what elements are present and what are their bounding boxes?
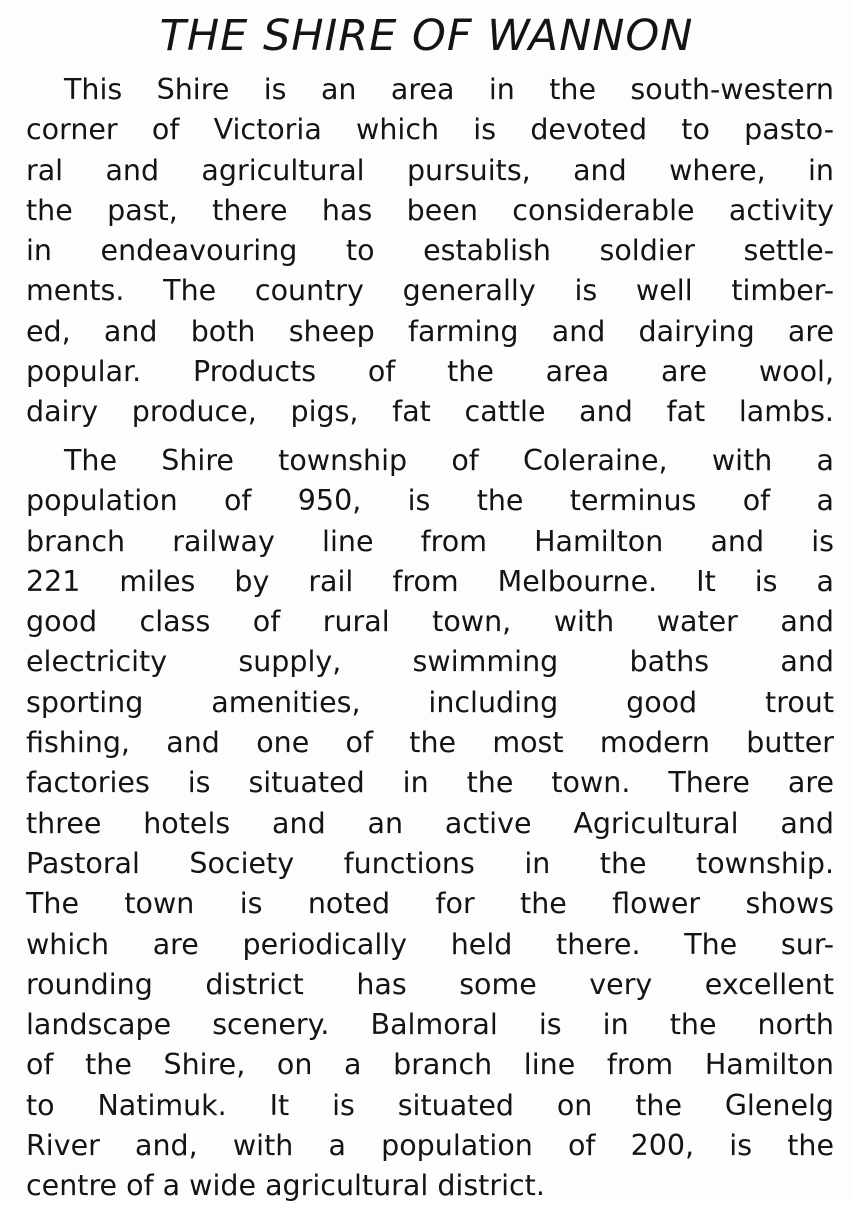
text-line: electricity supply, swimming baths and: [26, 645, 834, 679]
text-line: three hotels and an active Agricultural and: [26, 806, 834, 840]
text-line: centre of a wide agricultural district.: [26, 1169, 545, 1203]
text-line: the past, there has been considerable activity: [26, 193, 834, 227]
text-line: fishing, and one of the most modern butter: [26, 726, 834, 760]
text-line: popular. Products of the area are wool,: [26, 355, 834, 389]
text-line: ments. The country generally is well timber-: [26, 274, 834, 308]
text-line: The town is noted for the flower shows: [26, 887, 834, 921]
text-line: branch railway line from Hamilton and is: [26, 524, 834, 558]
text-line: in endeavouring to establish soldier settle-: [26, 234, 834, 268]
text-line: factories is situated in the town. There are: [26, 766, 834, 800]
paragraph-2: [26, 441, 834, 1207]
text-line: which are periodically held there. The sur-: [26, 927, 834, 961]
text-line: dairy produce, pigs, fat cattle and fat lambs.: [26, 395, 834, 429]
text-line: The Shire township of Coleraine, with a: [64, 444, 834, 477]
text-line: This Shire is an area in the south-western: [64, 73, 834, 106]
text-line: of the Shire, on a branch line from Hamilton: [26, 1048, 834, 1082]
text-line: to Natimuk. It is situated on the Glenelg: [26, 1088, 834, 1122]
paragraph-1: [26, 70, 834, 433]
text-line: ed, and both sheep farming and dairying are: [26, 314, 834, 348]
text-line: good class of rural town, with water and: [26, 605, 834, 639]
article-title: THE SHIRE OF WANNON: [159, 11, 694, 61]
text-line: sporting amenities, including good trout: [26, 685, 834, 719]
text-line: population of 950, is the terminus of a: [26, 484, 834, 518]
text-line: Pastoral Society functions in the township.: [26, 846, 834, 880]
text-line: corner of Victoria which is devoted to pasto-: [26, 113, 834, 147]
text-line: River and, with a population of 200, is the: [26, 1129, 834, 1163]
text-line: rounding district has some very excellent: [26, 967, 834, 1001]
text-line: ral and agricultural pursuits, and where, in: [26, 153, 834, 187]
text-line: 221 miles by rail from Melbourne. It is a: [26, 564, 834, 598]
text-line: landscape scenery. Balmoral is in the north: [26, 1008, 834, 1042]
